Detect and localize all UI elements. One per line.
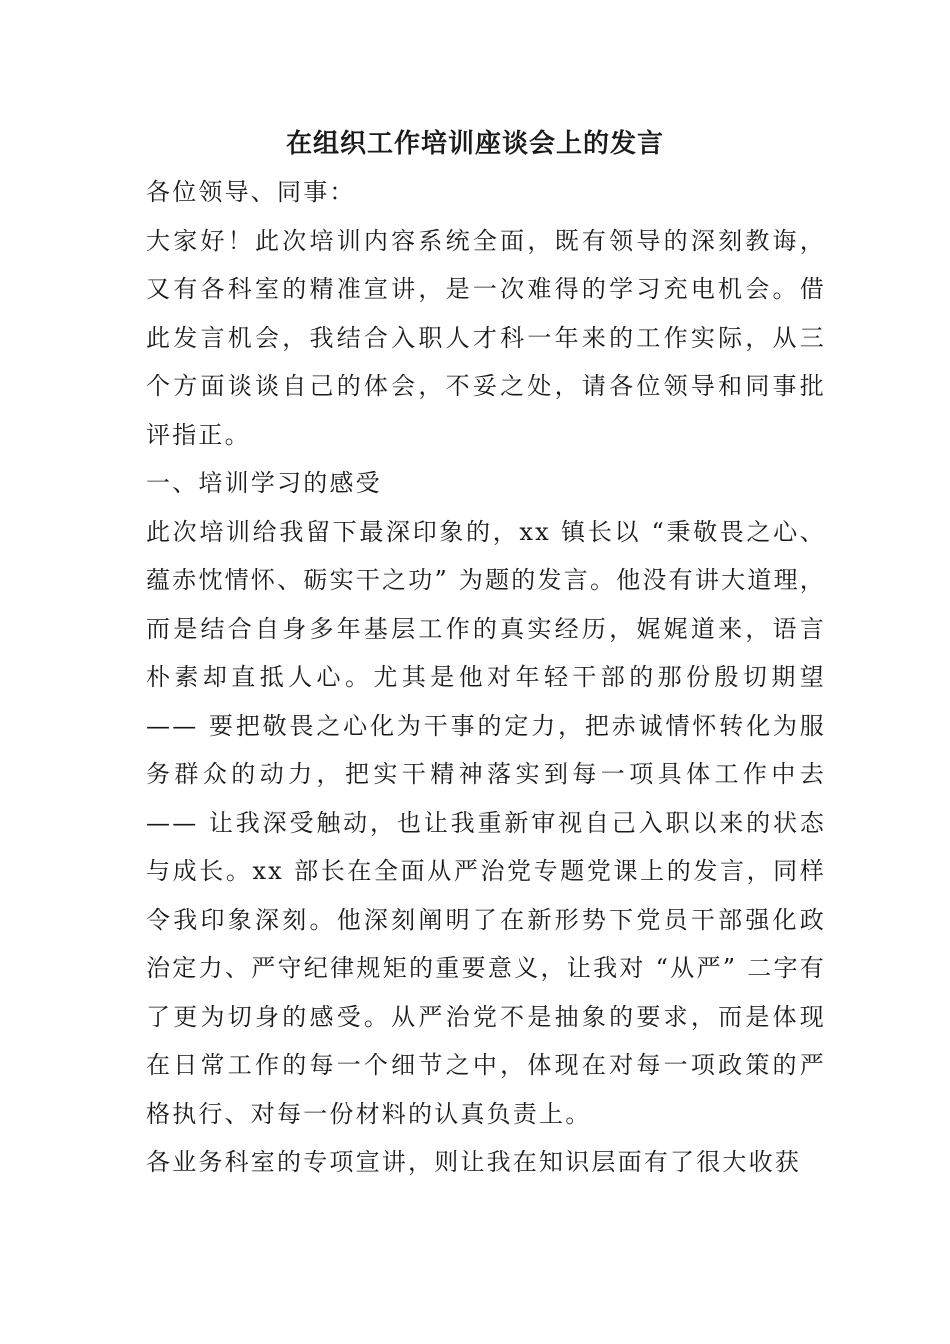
paragraph-departments: 各业务科室的专项宣讲，则让我在知识层面有了很大收获 bbox=[146, 1148, 801, 1176]
section-heading: 一、培训学习的感受 bbox=[146, 469, 382, 497]
paragraph-intro: 大家好！此次培训内容系统全面，既有领导的深刻教诲，又有各科室的精准宣讲，是一次难得的学习充电机会。借此发言机会，我结合入职人才科一年来的工作实际，从三个方面谈谈自己的体会，不妥之处，请各位领导和同事批评指正。 bbox=[146, 226, 826, 449]
salutation: 各位领导、同事： bbox=[146, 178, 356, 206]
document-title: 在组织工作培训座谈会上的发言 bbox=[285, 129, 664, 159]
paragraph-feelings: 此次培训给我留下最深印象的，xx 镇长以 “秉敬畏之心、蕴赤忱情怀、砺实干之功” 为题的发言。他没有讲大道理，而是结合自身多年基层工作的真实经历，娓娓道来，语言朴素却直抵人心。尤其是他对年轻干部的那份殷切期望—— 要把敬畏之心化为干事的定力，把赤诚情怀转化为服务群众的动力，把实干精神落实到每一项具体工作中去—— 让我深受触动，也让我重新审视自己入职以来的状态与成长。xx 部长在全面从严治党专题党课上的发言，同样令我印象深刻。他深刻阐明了在新形势下党员干部强化政治定力、严守纪律规矩的重要意义，让我对 “从严” 二字有了更为切身的感受。从严治党不是抽象的要求，而是体现在日常工作的每一个细节之中，体现在对每一项政策的严格执行、对每一份材料的认真负责上。 bbox=[146, 517, 826, 1128]
document-body bbox=[146, 168, 826, 1187]
